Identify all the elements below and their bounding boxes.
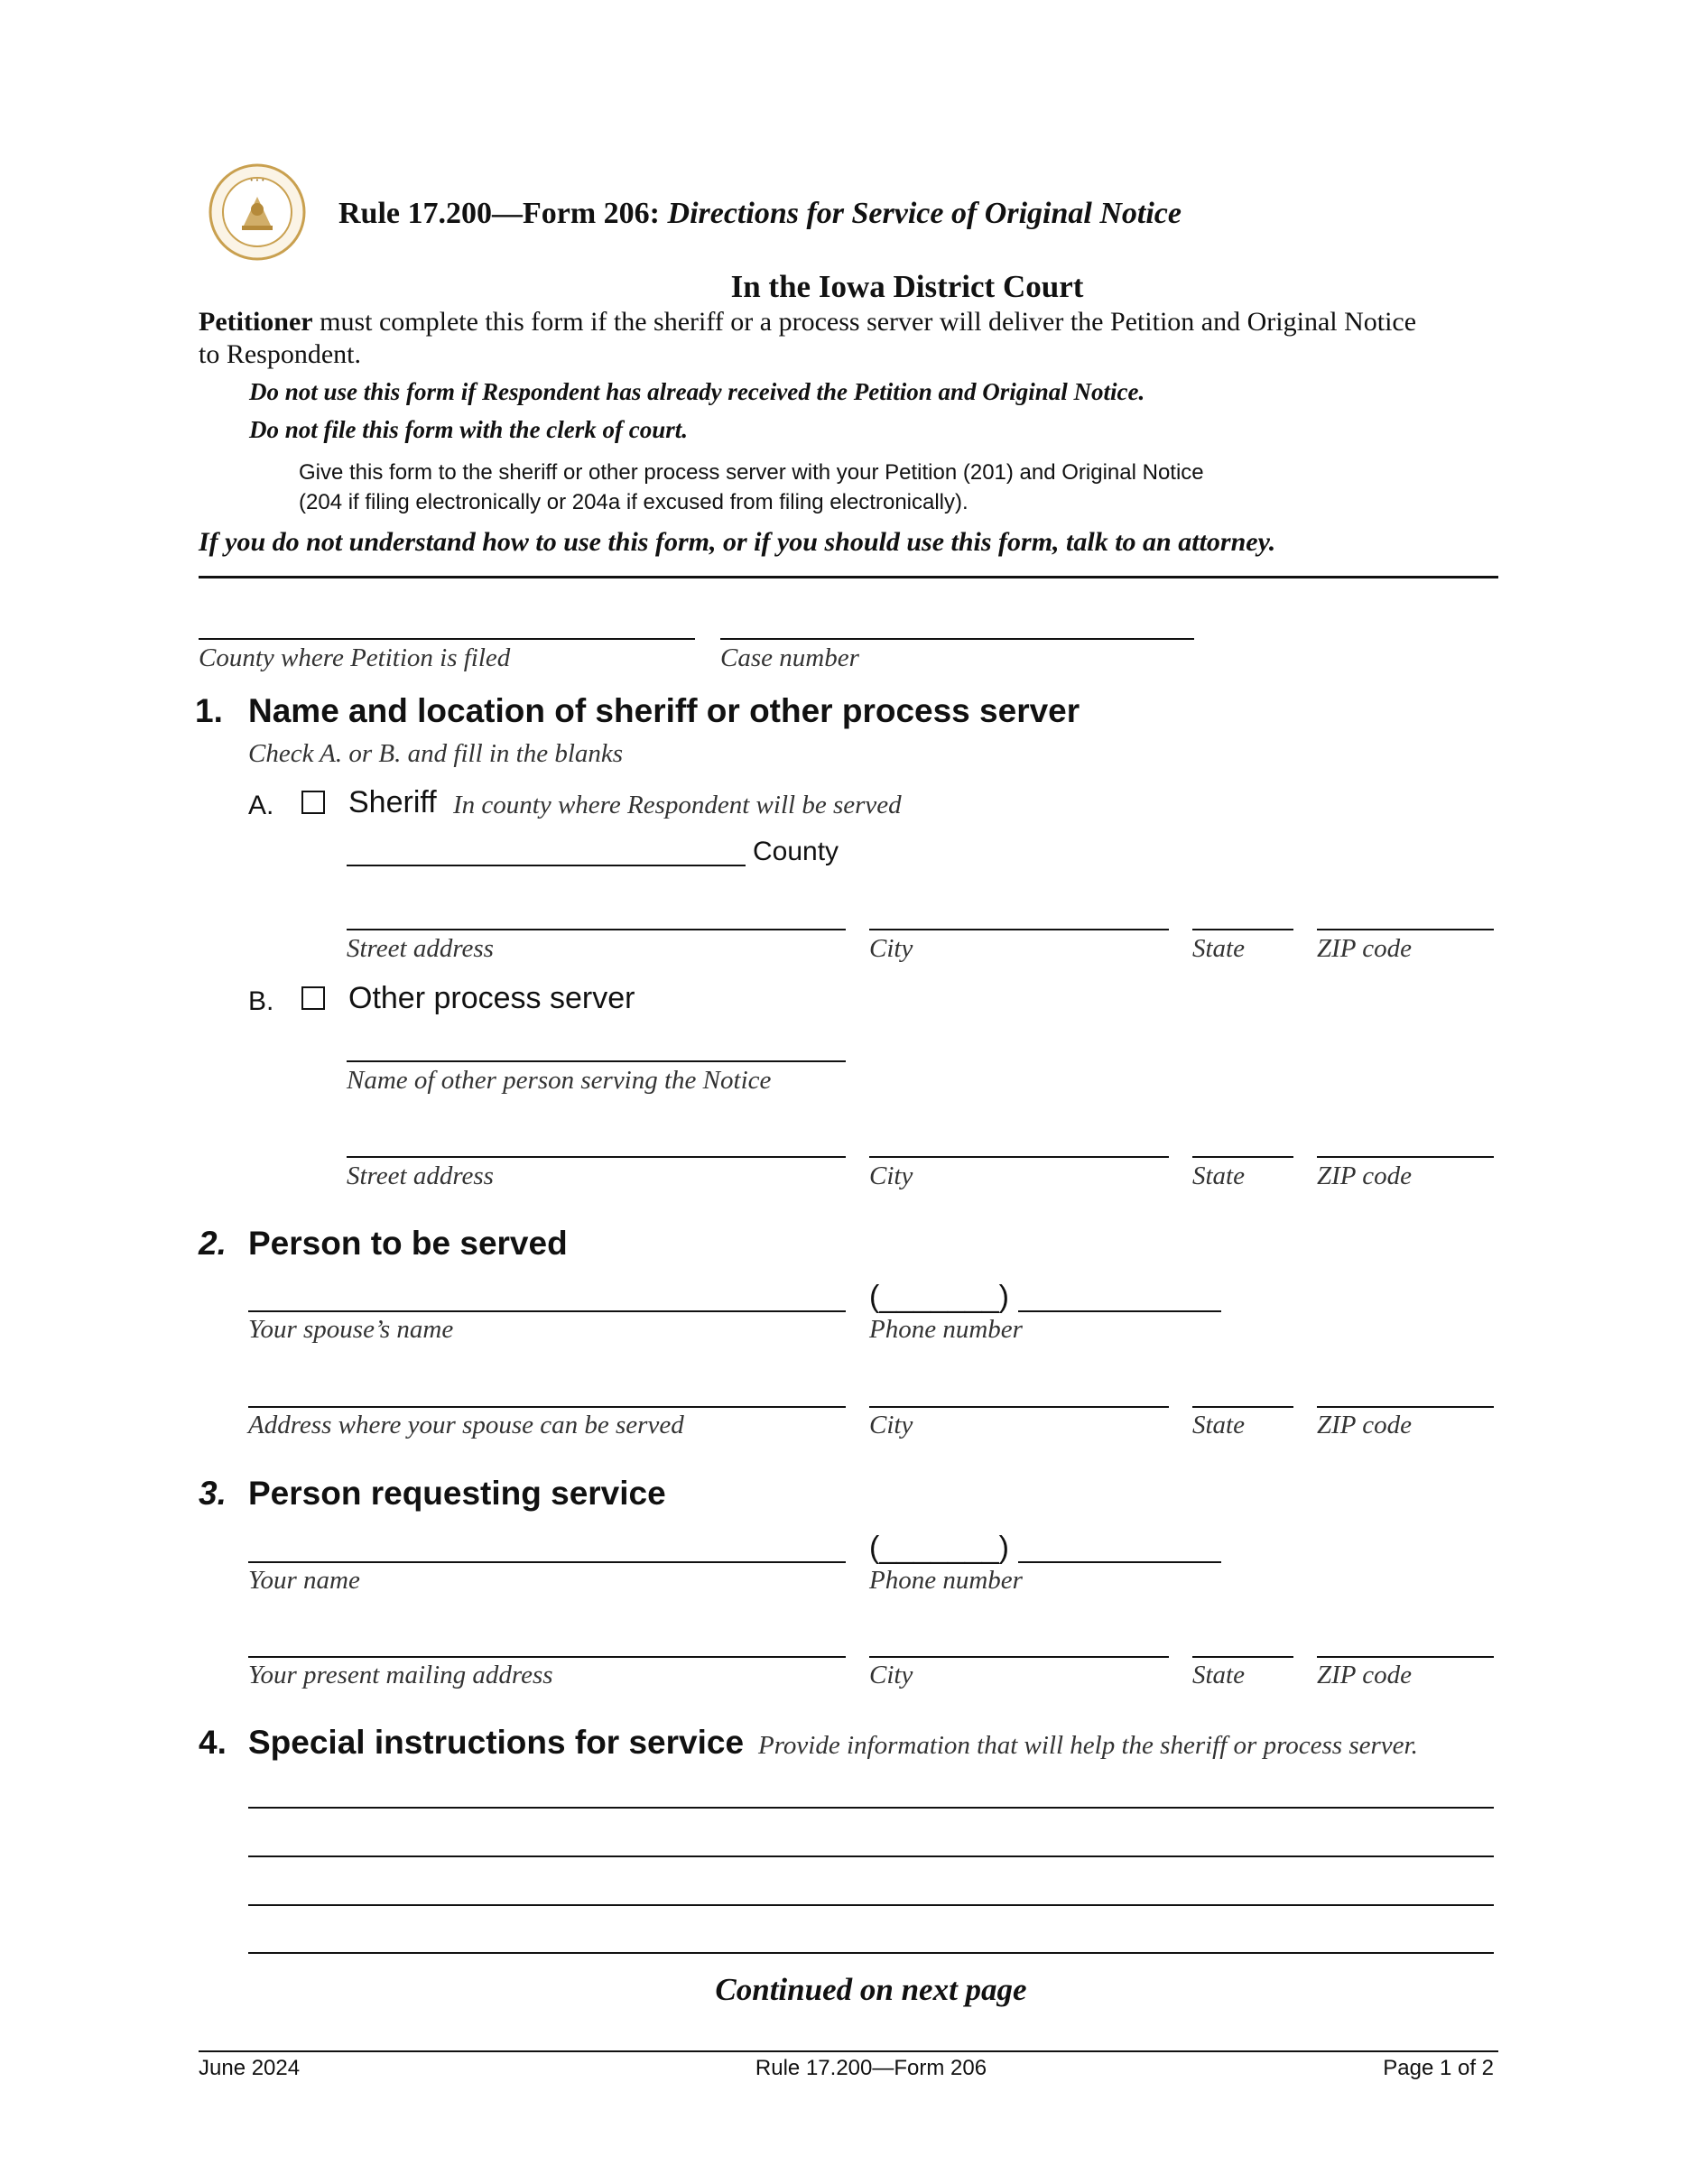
other-server-street-label: Street address bbox=[347, 1161, 494, 1190]
section-3-number: 3. bbox=[199, 1475, 227, 1512]
attorney-advice: If you do not understand how to use this form, or if you should use this form, talk to an attorney. bbox=[199, 527, 1276, 557]
requester-zip-field[interactable] bbox=[1317, 1656, 1494, 1658]
other-server-state-label: State bbox=[1192, 1161, 1245, 1190]
section-1-instruction: Check A. or B. and fill in the blanks bbox=[248, 739, 624, 768]
warning-already-received: Do not use this form if Respondent has already received the Petition and Original Notice. bbox=[249, 378, 1145, 405]
petitioner-instruction: must complete this form if the sheriff or a process server will deliver the Petition and Original Notice bbox=[320, 307, 1417, 337]
footer-date: June 2024 bbox=[199, 2056, 301, 2080]
section-2-number: 2. bbox=[199, 1225, 227, 1262]
requester-phone-field[interactable] bbox=[1018, 1561, 1221, 1563]
spouse-state-field[interactable] bbox=[1192, 1406, 1293, 1408]
sheriff-note: In county where Respondent will be served bbox=[453, 791, 902, 819]
section-2-title: Person to be served bbox=[248, 1225, 568, 1262]
spouse-zip-label: ZIP code bbox=[1317, 1411, 1412, 1439]
continued-notice: Continued on next page bbox=[715, 1972, 1027, 2007]
spouse-address-field[interactable] bbox=[248, 1406, 846, 1408]
header-divider bbox=[199, 576, 1498, 578]
section-4-number: 4. bbox=[199, 1724, 227, 1761]
sheriff-street-field[interactable] bbox=[347, 929, 846, 930]
requester-phone-label: Phone number bbox=[869, 1566, 1023, 1595]
other-server-name-label: Name of other person serving the Notice bbox=[347, 1066, 772, 1095]
requester-zip-label: ZIP code bbox=[1317, 1661, 1412, 1689]
form-rule: Rule 17.200—Form 206: bbox=[338, 197, 661, 230]
sheriff-zip-label: ZIP code bbox=[1317, 934, 1412, 963]
requester-name-label: Your name bbox=[248, 1566, 360, 1595]
section-4-note: Provide information that will help the sheriff or process server. bbox=[758, 1731, 1418, 1760]
spouse-phone-area-code[interactable]: (_______) bbox=[869, 1280, 1010, 1314]
spouse-city-field[interactable] bbox=[869, 1406, 1169, 1408]
footer-page: Page 1 of 2 bbox=[1383, 2056, 1494, 2080]
court-heading: In the Iowa District Court bbox=[730, 269, 1084, 304]
case-number-label: Case number bbox=[720, 643, 859, 672]
spouse-zip-field[interactable] bbox=[1317, 1406, 1494, 1408]
requester-state-label: State bbox=[1192, 1661, 1245, 1689]
special-instructions-line-4[interactable] bbox=[248, 1952, 1494, 1954]
county-field[interactable] bbox=[199, 638, 695, 640]
requester-address-label: Your present mailing address bbox=[248, 1661, 553, 1689]
section-1-number: 1. bbox=[195, 692, 223, 729]
requester-address-field[interactable] bbox=[248, 1656, 846, 1658]
give-form-instruction-line2: (204 if filing electronically or 204a if excused from filing electronically). bbox=[299, 490, 968, 514]
section-3-title: Person requesting service bbox=[248, 1475, 666, 1512]
spouse-phone-field[interactable] bbox=[1018, 1310, 1221, 1312]
spouse-phone-label: Phone number bbox=[869, 1315, 1023, 1344]
form-title: Directions for Service of Original Notice bbox=[667, 197, 1182, 230]
special-instructions-line-1[interactable] bbox=[248, 1807, 1494, 1809]
county-label: County where Petition is filed bbox=[199, 643, 511, 672]
spouse-name-field[interactable] bbox=[248, 1310, 846, 1312]
requester-city-label: City bbox=[869, 1661, 913, 1689]
other-server-zip-label: ZIP code bbox=[1317, 1161, 1412, 1190]
option-b-letter: B. bbox=[248, 986, 274, 1016]
spouse-city-label: City bbox=[869, 1411, 913, 1439]
requester-phone-area-code[interactable]: (_______) bbox=[869, 1531, 1010, 1565]
sheriff-state-field[interactable] bbox=[1192, 929, 1293, 930]
county-word: County bbox=[753, 837, 839, 866]
give-form-instruction: Give this form to the sheriff or other process server with your Petition (201) and Original Notice bbox=[299, 460, 1204, 485]
petitioner-instruction-line2: to Respondent. bbox=[199, 339, 361, 369]
sheriff-city-field[interactable] bbox=[869, 929, 1169, 930]
sheriff-state-label: State bbox=[1192, 934, 1245, 963]
footer-form: Rule 17.200—Form 206 bbox=[755, 2056, 987, 2080]
svg-text:• • •: • • • bbox=[249, 177, 265, 184]
petitioner-word: Petitioner bbox=[199, 307, 313, 337]
other-server-street-field[interactable] bbox=[347, 1156, 846, 1158]
other-server-state-field[interactable] bbox=[1192, 1156, 1293, 1158]
requester-city-field[interactable] bbox=[869, 1656, 1169, 1658]
spouse-address-label: Address where your spouse can be served bbox=[248, 1411, 684, 1439]
sheriff-checkbox[interactable] bbox=[301, 791, 325, 814]
other-server-zip-field[interactable] bbox=[1317, 1156, 1494, 1158]
other-server-name-field[interactable] bbox=[347, 1060, 846, 1062]
sheriff-county-field[interactable] bbox=[347, 865, 746, 866]
section-4-title: Special instructions for service bbox=[248, 1724, 745, 1761]
case-number-field[interactable] bbox=[720, 638, 1194, 640]
spouse-state-label: State bbox=[1192, 1411, 1245, 1439]
spouse-name-label: Your spouse’s name bbox=[248, 1315, 454, 1344]
requester-name-field[interactable] bbox=[248, 1561, 846, 1563]
footer-divider bbox=[199, 2050, 1498, 2052]
option-a-letter: A. bbox=[248, 791, 274, 820]
warning-do-not-file: Do not file this form with the clerk of court. bbox=[249, 416, 689, 443]
other-server-label: Other process server bbox=[348, 981, 635, 1015]
sheriff-zip-field[interactable] bbox=[1317, 929, 1494, 930]
special-instructions-line-2[interactable] bbox=[248, 1855, 1494, 1857]
section-1-title: Name and location of sheriff or other process server bbox=[248, 692, 1080, 729]
sheriff-label: Sheriff bbox=[348, 785, 437, 819]
sheriff-street-label: Street address bbox=[347, 934, 494, 963]
requester-state-field[interactable] bbox=[1192, 1656, 1293, 1658]
other-server-city-field[interactable] bbox=[869, 1156, 1169, 1158]
special-instructions-line-3[interactable] bbox=[248, 1904, 1494, 1906]
iowa-judicial-branch-seal bbox=[208, 162, 307, 262]
sheriff-city-label: City bbox=[869, 934, 913, 963]
other-server-city-label: City bbox=[869, 1161, 913, 1190]
other-server-checkbox[interactable] bbox=[301, 986, 325, 1010]
